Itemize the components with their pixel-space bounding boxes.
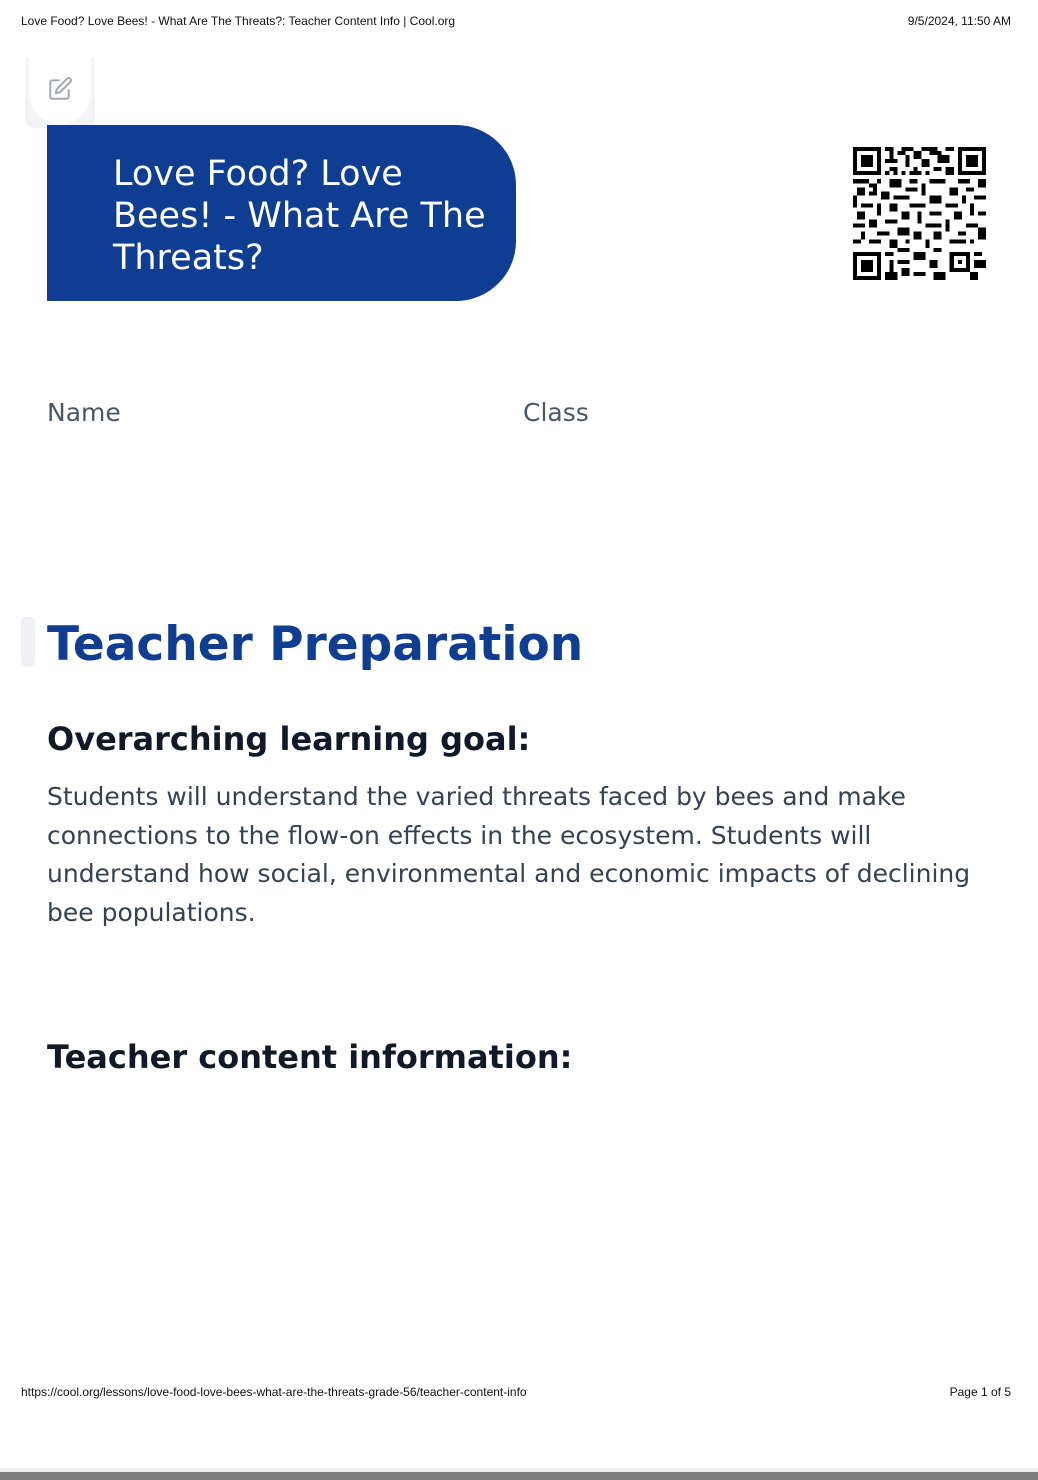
class-field-label: Class [523, 398, 589, 427]
page-indicator: Page 1 of 5 [949, 1385, 1011, 1399]
qr-code [853, 147, 986, 280]
name-field-label: Name [47, 398, 121, 427]
edit-button[interactable] [25, 58, 95, 128]
print-url: https://cool.org/lessons/love-food-love-bees-what-are-the-threats-grade-56/teacher-content-info [21, 1385, 527, 1399]
print-datetime: 9/5/2024, 11:50 AM [907, 14, 1011, 28]
print-page-title: Love Food? Love Bees! - What Are The Threats?: Teacher Content Info | Cool.org [21, 14, 456, 28]
lesson-title-card [47, 125, 516, 301]
learning-goal-heading: Overarching learning goal: [47, 720, 531, 758]
lesson-title: Love Food? Love Bees! - What Are The Threats? [113, 154, 486, 278]
page-separator [0, 1472, 1038, 1480]
section-marker [21, 617, 35, 667]
learning-goal-text: Students will understand the varied threats faced by bees and make connections to the flow-on effects in the ecosystem. Students will understand how social, environmental and economic impacts of declining bee populations. [47, 782, 971, 927]
edit-icon [47, 76, 73, 106]
section-title-teacher-preparation: Teacher Preparation [47, 617, 584, 672]
content-info-heading: Teacher content information: [47, 1038, 573, 1076]
